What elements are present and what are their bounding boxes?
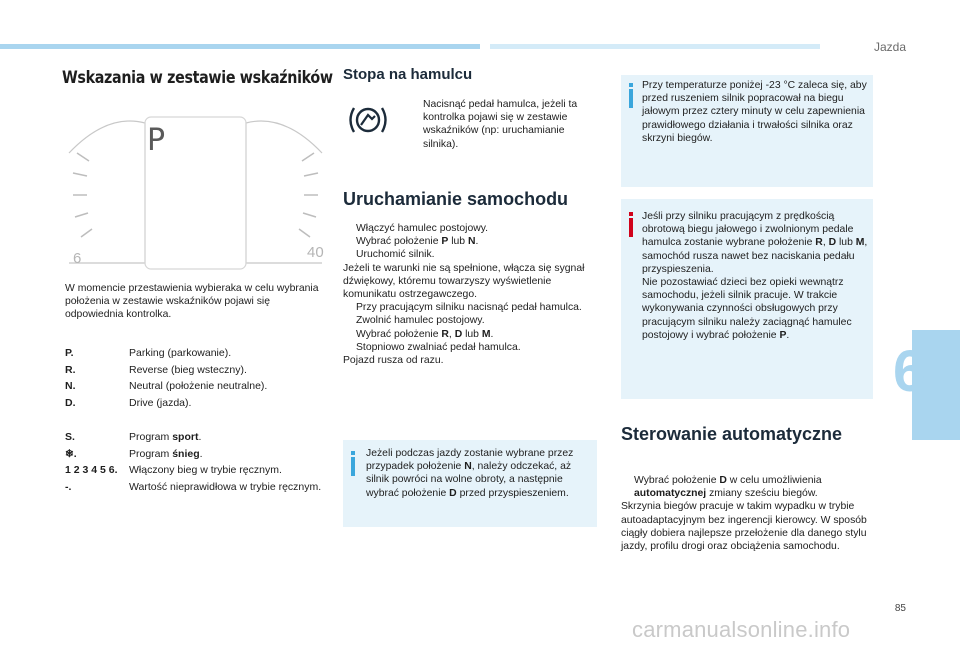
panel-tick-left: 6 xyxy=(73,250,82,267)
warning-text-part: , samochód rusza nawet bez naciskania pedału przyspieszenia. xyxy=(642,237,868,275)
position-value: Reverse (bieg wsteczny). xyxy=(129,363,247,376)
position-list xyxy=(65,346,330,410)
step-text-part: Wybrać położenie xyxy=(356,236,442,248)
bullet-marker xyxy=(621,474,634,500)
gear-d: D xyxy=(828,237,837,249)
step-text xyxy=(634,474,871,500)
bullet-marker xyxy=(343,301,356,314)
step-text-part: , xyxy=(448,328,455,340)
step-text-part: lub xyxy=(448,236,468,248)
list-item xyxy=(343,328,588,341)
warning-text xyxy=(642,210,869,342)
program-value: Włączony bieg w trybie ręcznym. xyxy=(129,464,282,476)
step-text-part: zmiany sześciu biegów. xyxy=(706,488,818,500)
bullet-marker xyxy=(343,235,356,248)
program-key: ❄. xyxy=(65,447,77,460)
info-text-part: przed przyspieszeniem. xyxy=(456,487,569,499)
paragraph: Skrzynia biegów pracuje w takim wypadku w trybie autoadaptacyjnym bez ingerencji kierowcy. W sposób ciągły dobiera najlepsze przełożenie dla danego stylu jazdy, profilu drogi oraz obciążenia samochodu. xyxy=(621,501,867,553)
indications-heading: Wskazania w zestawie wskaźników xyxy=(62,68,333,88)
paragraph: Jeżeli te warunki nie są spełnione, włącza się sygnał dźwiękowy, któremu towarzyszy wyświetlenie komunikatu ostrzegawczego. xyxy=(343,262,585,301)
warning-text-part: lub xyxy=(836,237,856,249)
position-value: Drive (jazda). xyxy=(129,396,192,409)
gear-d: D xyxy=(719,475,727,486)
list-item xyxy=(65,447,330,462)
step-text xyxy=(356,328,493,341)
warning-text-part: , xyxy=(822,237,829,249)
list-item xyxy=(621,474,871,500)
gear-d: D xyxy=(454,328,463,340)
program-list xyxy=(65,430,330,494)
list-item xyxy=(65,480,330,495)
automatic-text xyxy=(621,474,871,553)
warning-text-part: . xyxy=(786,329,790,341)
step-text: Stopniowo zwalniać pedał hamulca. xyxy=(356,341,521,353)
warning-paragraph xyxy=(642,276,869,342)
gear-r: R xyxy=(441,328,449,340)
brake-warning-icon xyxy=(348,103,388,142)
top-accent-bar-light xyxy=(490,44,820,49)
list-item xyxy=(343,341,588,354)
step-text: Przy pracującym silniku nacisnąć pedał hamulca. xyxy=(356,302,582,314)
program-key: 1 2 3 4 5 6. xyxy=(65,464,118,476)
gear-d: D xyxy=(449,487,457,499)
gear-p: P xyxy=(441,236,449,248)
gear-m: M xyxy=(481,328,491,340)
info-text-part: Jeżeli podczas jazdy zostanie wybrane przez przypadek położenie xyxy=(366,448,574,473)
step-text: Włączyć hamulec postojowy. xyxy=(356,223,489,234)
panel-tick-right: 40 xyxy=(307,244,324,261)
step-text-part: lub xyxy=(462,328,482,340)
program-value xyxy=(129,447,330,462)
step-text xyxy=(356,235,478,248)
program-text-end: . xyxy=(198,431,202,443)
list-item xyxy=(343,301,588,314)
neutral-info-text xyxy=(366,447,591,500)
starting-heading: Uruchamianie samochodu xyxy=(343,189,569,209)
position-value: Neutral (położenie neutralne). xyxy=(129,380,268,392)
list-item xyxy=(65,379,330,394)
brake-heading: Stopa na hamulcu xyxy=(343,66,473,83)
list-item xyxy=(65,396,330,411)
list-item xyxy=(65,430,330,445)
top-accent-bar xyxy=(0,44,480,49)
list-item xyxy=(65,363,330,378)
position-value: Parking (parkowanie). xyxy=(129,347,232,359)
list-item xyxy=(343,248,588,261)
list-item xyxy=(343,222,588,235)
info-icon xyxy=(629,89,633,108)
program-value xyxy=(129,430,330,445)
info-icon xyxy=(351,457,355,476)
warning-box xyxy=(621,199,873,399)
program-name: śnieg xyxy=(172,447,200,460)
automatic-heading: Sterowanie automatyczne xyxy=(621,424,843,444)
position-key: N. xyxy=(65,380,76,392)
position-key: R. xyxy=(65,363,76,376)
chapter-number: 6 xyxy=(893,339,926,404)
bullet-marker xyxy=(343,328,356,341)
program-text: Program xyxy=(129,447,173,460)
position-key: P. xyxy=(65,347,74,359)
step-text-part: Wybrać położenie xyxy=(634,475,720,486)
bullet-marker xyxy=(410,98,423,151)
gear-n: N xyxy=(464,461,472,473)
brake-instruction-text: Nacisnąć pedał hamulca, jeżeli ta kontrolka pojawi się w zestawie wskaźników (np: uruchamianie silnika). xyxy=(423,99,578,150)
brake-instruction xyxy=(410,98,582,151)
gear-display: P xyxy=(147,123,166,158)
step-text: Uruchomić silnik. xyxy=(356,249,435,261)
bullet-marker xyxy=(343,341,356,354)
list-item xyxy=(343,235,588,248)
program-name: sport xyxy=(172,431,199,443)
list-item xyxy=(65,346,330,361)
watermark: carmanualsonline.info xyxy=(632,617,851,642)
temperature-info-box xyxy=(621,75,873,187)
step-text-part: . xyxy=(475,236,479,248)
program-key: -. xyxy=(65,480,72,493)
indications-intro: W momencie przestawienia wybieraka w celu wybrania położenia w zestawie wskaźników pojawi się odpowiednia kontrolka. xyxy=(65,283,319,321)
temperature-info-text: Przy temperaturze poniżej -23 °C zaleca się, aby przed ruszeniem silnik popracował na biegu jałowym przez cztery minuty w celu zapewnienia prawidłowego działania i trwałości silnika oraz skrzyni biegów. xyxy=(642,80,867,144)
neutral-info-box xyxy=(343,440,597,527)
starting-procedure xyxy=(343,222,588,367)
program-key: S. xyxy=(65,431,75,443)
section-title: Jazda xyxy=(873,40,906,54)
gear-n: N xyxy=(467,236,476,248)
bullet-marker xyxy=(343,222,356,235)
warning-text-part: Jeśli przy silniku pracującym z prędkością obrotową biegu jałowego i zwolnionym pedale hamulca zostanie wybrane położenie xyxy=(642,211,854,249)
instrument-panel-illustration xyxy=(67,113,324,273)
program-value: Wartość nieprawidłowa w trybie ręcznym. xyxy=(129,480,322,493)
paragraph: Pojazd rusza od razu. xyxy=(343,355,444,367)
gear-p: P xyxy=(779,329,787,341)
list-item xyxy=(343,314,588,327)
list-item xyxy=(65,463,330,478)
program-text: Program xyxy=(129,431,173,443)
step-text-part: Wybrać położenie xyxy=(356,328,442,340)
warning-icon xyxy=(629,218,633,237)
step-text: Zwolnić hamulec postojowy. xyxy=(356,315,485,327)
program-text-end: . xyxy=(199,447,203,460)
page-number: 85 xyxy=(894,603,906,614)
automatic-word: automatycznej xyxy=(634,488,707,500)
warning-text-part: Nie pozostawiać dzieci bez opieki wewnątrz samochodu, jeżeli silnik pracuje. W trakcie wykonywania czynności obsługowych przy pracującym silniku należy zaciągnąć hamulec postojowy i wybrać położenie xyxy=(642,277,852,341)
step-text-part: . xyxy=(490,328,494,340)
step-text-part: w celu umożliwienia xyxy=(726,475,822,486)
gear-m: M xyxy=(855,237,865,249)
gear-r: R xyxy=(815,237,823,249)
bullet-marker xyxy=(343,314,356,327)
info-text-part: , należy odczekać, aż silnik powróci na wolne obroty, a następnie wybrać położenie xyxy=(366,461,572,499)
bullet-marker xyxy=(343,248,356,261)
position-key: D. xyxy=(65,396,76,409)
